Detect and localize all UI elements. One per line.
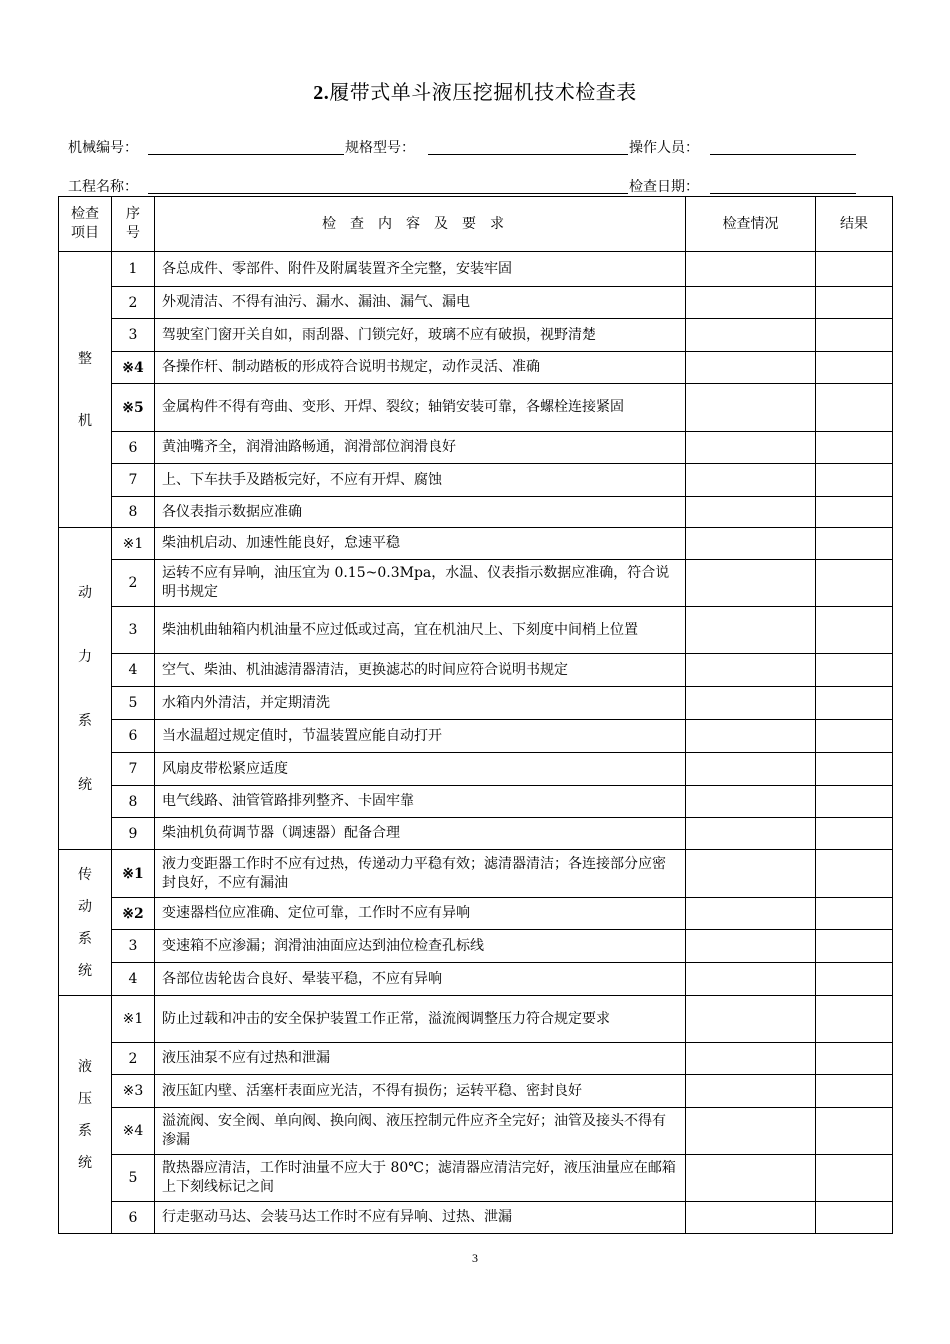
content-cell: 各操作杆、制动踏板的形成符合说明书规定，动作灵活、准确 — [155, 352, 686, 384]
status-cell[interactable] — [686, 963, 816, 996]
content-cell: 柴油机负荷调节器（调速器）配备合理 — [155, 818, 686, 850]
status-cell[interactable] — [686, 720, 816, 753]
table-row — [59, 252, 893, 287]
content-cell: 各部位齿轮齿合良好、晕装平稳，不应有异响 — [155, 963, 686, 996]
table-row — [59, 753, 893, 786]
content-cell: 各仪表指示数据应准确 — [155, 497, 686, 528]
table-row — [59, 352, 893, 384]
status-cell[interactable] — [686, 898, 816, 930]
content-cell: 风扇皮带松紧应适度 — [155, 753, 686, 786]
status-cell[interactable] — [686, 464, 816, 497]
header-status: 检查情况 — [686, 197, 816, 252]
status-cell[interactable] — [686, 384, 816, 432]
status-cell[interactable] — [686, 607, 816, 654]
content-cell: 防止过载和冲击的安全保护装置工作正常，溢流阀调整压力符合规定要求 — [155, 996, 686, 1043]
table-header-row — [59, 197, 893, 252]
status-cell[interactable] — [686, 1043, 816, 1075]
inspection-table — [58, 196, 893, 1234]
result-cell[interactable] — [816, 850, 893, 898]
table-row — [59, 1155, 893, 1202]
content-cell: 柴油机曲轴箱内机油量不应过低或过高，宜在机油尺上、下刻度中间梢上位置 — [155, 607, 686, 654]
seq-cell: 4 — [112, 654, 155, 687]
seq-cell: 5 — [112, 687, 155, 720]
status-cell[interactable] — [686, 850, 816, 898]
page-number: 3 — [472, 1251, 478, 1265]
category-char: 系 — [78, 712, 92, 729]
result-cell[interactable] — [816, 1043, 893, 1075]
status-cell[interactable] — [686, 654, 816, 687]
table-row — [59, 319, 893, 352]
content-cell: 溢流阀、安全阀、单向阀、换向阀、液压控制元件应齐全完好；油管及接头不得有渗漏 — [155, 1108, 686, 1155]
content-cell: 液力变距器工作时不应有过热，传递动力平稳有效；滤清器清洁；各连接部分应密封良好，不应有漏油 — [155, 850, 686, 898]
seq-cell: ※1 — [112, 528, 155, 560]
status-cell[interactable] — [686, 996, 816, 1043]
result-cell[interactable] — [816, 384, 893, 432]
table-row — [59, 1075, 893, 1108]
category-cell — [59, 252, 112, 528]
content-cell: 水箱内外清洁，并定期清洗 — [155, 687, 686, 720]
result-cell[interactable] — [816, 818, 893, 850]
status-cell[interactable] — [686, 528, 816, 560]
result-cell[interactable] — [816, 497, 893, 528]
header-result: 结果 — [816, 197, 893, 252]
project-name-label: 工程名称： — [68, 179, 138, 195]
result-cell[interactable] — [816, 996, 893, 1043]
status-cell[interactable] — [686, 432, 816, 464]
category-char: 液 — [78, 1058, 92, 1075]
operator-input-line[interactable] — [710, 154, 856, 155]
table-row — [59, 850, 893, 898]
status-cell[interactable] — [686, 1202, 816, 1234]
category-char: 传 — [78, 866, 92, 883]
result-cell[interactable] — [816, 560, 893, 607]
content-cell: 变速箱不应渗漏；润滑油油面应达到油位检查孔标线 — [155, 930, 686, 963]
status-cell[interactable] — [686, 930, 816, 963]
status-cell[interactable] — [686, 687, 816, 720]
table-body — [59, 252, 893, 1234]
seq-cell: 7 — [112, 753, 155, 786]
title-number: 2. — [313, 82, 330, 104]
category-char: 动 — [78, 584, 92, 601]
result-cell[interactable] — [816, 1108, 893, 1155]
content-cell: 上、下车扶手及踏板完好，不应有开焊、腐蚀 — [155, 464, 686, 497]
content-cell: 散热器应清洁，工作时油量不应大于 80℃；滤清器应清洁完好，液压油量应在邮箱上下刻线标记之间 — [155, 1155, 686, 1202]
content-cell: 液压缸内壁、活塞杆表面应光洁，不得有损伤；运转平稳、密封良好 — [155, 1075, 686, 1108]
category-char: 压 — [78, 1090, 92, 1107]
table-row — [59, 560, 893, 607]
seq-cell: 3 — [112, 930, 155, 963]
seq-cell: 7 — [112, 464, 155, 497]
content-cell: 外观清洁、不得有油污、漏水、漏油、漏气、漏电 — [155, 287, 686, 319]
spec-model-label: 规格型号： — [345, 140, 415, 156]
table-row — [59, 654, 893, 687]
result-cell[interactable] — [816, 1155, 893, 1202]
result-cell[interactable] — [816, 464, 893, 497]
seq-cell: ※1 — [112, 850, 155, 898]
table-row — [59, 1043, 893, 1075]
check-date-input-line[interactable] — [710, 193, 856, 194]
result-cell[interactable] — [816, 786, 893, 818]
status-cell[interactable] — [686, 818, 816, 850]
operator-label: 操作人员： — [629, 140, 699, 156]
result-cell[interactable] — [816, 1075, 893, 1108]
table-row — [59, 528, 893, 560]
table-row — [59, 996, 893, 1043]
content-cell: 当水温超过规定值时，节温装置应能自动打开 — [155, 720, 686, 753]
header-check-item: 检查 项目 — [59, 197, 112, 252]
status-cell[interactable] — [686, 786, 816, 818]
seq-cell: ※4 — [112, 1108, 155, 1155]
status-cell[interactable] — [686, 1155, 816, 1202]
seq-cell: 3 — [112, 607, 155, 654]
title-text: 履带式单斗液压挖掘机技术检查表 — [329, 80, 637, 104]
category-char: 系 — [78, 1122, 92, 1139]
content-cell: 黄油嘴齐全，润滑油路畅通，润滑部位润滑良好 — [155, 432, 686, 464]
content-cell: 各总成件、零部件、附件及附属装置齐全完整，安装牢固 — [155, 252, 686, 287]
category-cell — [59, 996, 112, 1234]
result-cell[interactable] — [816, 252, 893, 287]
spec-model-input-line[interactable] — [428, 154, 628, 155]
result-cell[interactable] — [816, 963, 893, 996]
table-row — [59, 607, 893, 654]
seq-cell: 6 — [112, 720, 155, 753]
seq-cell: ※4 — [112, 352, 155, 384]
project-name-input-line[interactable] — [148, 193, 628, 194]
table-row — [59, 930, 893, 963]
seq-cell: 5 — [112, 1155, 155, 1202]
status-cell[interactable] — [686, 560, 816, 607]
result-cell[interactable] — [816, 930, 893, 963]
table-row — [59, 786, 893, 818]
result-cell[interactable] — [816, 654, 893, 687]
category-char: 统 — [78, 962, 92, 979]
status-cell[interactable] — [686, 287, 816, 319]
table-row — [59, 898, 893, 930]
table-row — [59, 1202, 893, 1234]
category-cell — [59, 850, 112, 996]
category-char: 系 — [78, 930, 92, 947]
category-char: 整 — [78, 350, 92, 367]
category-cell — [59, 528, 112, 850]
seq-cell: 9 — [112, 818, 155, 850]
table-row — [59, 1108, 893, 1155]
status-cell[interactable] — [686, 753, 816, 786]
seq-cell: ※3 — [112, 1075, 155, 1108]
machine-no-input-line[interactable] — [148, 154, 344, 155]
content-cell: 行走驱动马达、会装马达工作时不应有异响、过热、泄漏 — [155, 1202, 686, 1234]
seq-cell: ※5 — [112, 384, 155, 432]
seq-cell: 3 — [112, 319, 155, 352]
seq-cell: 2 — [112, 560, 155, 607]
check-date-label: 检查日期： — [629, 179, 699, 195]
result-cell[interactable] — [816, 687, 893, 720]
seq-cell: 2 — [112, 1043, 155, 1075]
page-title — [0, 76, 950, 105]
seq-cell: 6 — [112, 432, 155, 464]
seq-cell: 6 — [112, 1202, 155, 1234]
content-cell: 变速器档位应准确、定位可靠，工作时不应有异响 — [155, 898, 686, 930]
status-cell[interactable] — [686, 352, 816, 384]
seq-cell: 8 — [112, 786, 155, 818]
content-cell: 驾驶室门窗开关自如，雨刮器、门锁完好，玻璃不应有破损，视野清楚 — [155, 319, 686, 352]
status-cell[interactable] — [686, 319, 816, 352]
table-row — [59, 384, 893, 432]
seq-cell: ※2 — [112, 898, 155, 930]
result-cell[interactable] — [816, 1202, 893, 1234]
result-cell[interactable] — [816, 432, 893, 464]
result-cell[interactable] — [816, 607, 893, 654]
header-seq: 序 号 — [112, 197, 155, 252]
header-content: 检查内容及要求 — [155, 197, 686, 252]
seq-cell: 4 — [112, 963, 155, 996]
seq-cell: 1 — [112, 252, 155, 287]
category-char: 动 — [78, 898, 92, 915]
content-cell: 金属构件不得有弯曲、变形、开焊、裂纹；轴销安装可靠，各螺栓连接紧固 — [155, 384, 686, 432]
table-row — [59, 464, 893, 497]
status-cell[interactable] — [686, 1108, 816, 1155]
result-cell[interactable] — [816, 720, 893, 753]
result-cell[interactable] — [816, 753, 893, 786]
category-char: 机 — [78, 412, 92, 429]
status-cell[interactable] — [686, 497, 816, 528]
category-char: 统 — [78, 776, 92, 793]
table-row — [59, 687, 893, 720]
machine-no-label: 机械编号： — [68, 140, 138, 156]
content-cell: 空气、柴油、机油滤清器清洁，更换滤芯的时间应符合说明书规定 — [155, 654, 686, 687]
content-cell: 柴油机启动、加速性能良好，怠速平稳 — [155, 528, 686, 560]
table-row — [59, 432, 893, 464]
seq-cell: ※1 — [112, 996, 155, 1043]
table-row — [59, 720, 893, 753]
table-row — [59, 963, 893, 996]
result-cell[interactable] — [816, 898, 893, 930]
status-cell[interactable] — [686, 1075, 816, 1108]
seq-cell: 2 — [112, 287, 155, 319]
content-cell: 运转不应有异响，油压宜为 0.15~0.3Mpa，水温、仪表指示数据应准确，符合说明书规定 — [155, 560, 686, 607]
result-cell[interactable] — [816, 352, 893, 384]
table-row — [59, 818, 893, 850]
table-row — [59, 287, 893, 319]
category-char: 统 — [78, 1154, 92, 1171]
content-cell: 电气线路、油管管路排列整齐、卡固牢靠 — [155, 786, 686, 818]
result-cell[interactable] — [816, 287, 893, 319]
result-cell[interactable] — [816, 319, 893, 352]
status-cell[interactable] — [686, 252, 816, 287]
category-char: 力 — [78, 648, 92, 665]
table-row — [59, 497, 893, 528]
result-cell[interactable] — [816, 528, 893, 560]
seq-cell: 8 — [112, 497, 155, 528]
content-cell: 液压油泵不应有过热和泄漏 — [155, 1043, 686, 1075]
